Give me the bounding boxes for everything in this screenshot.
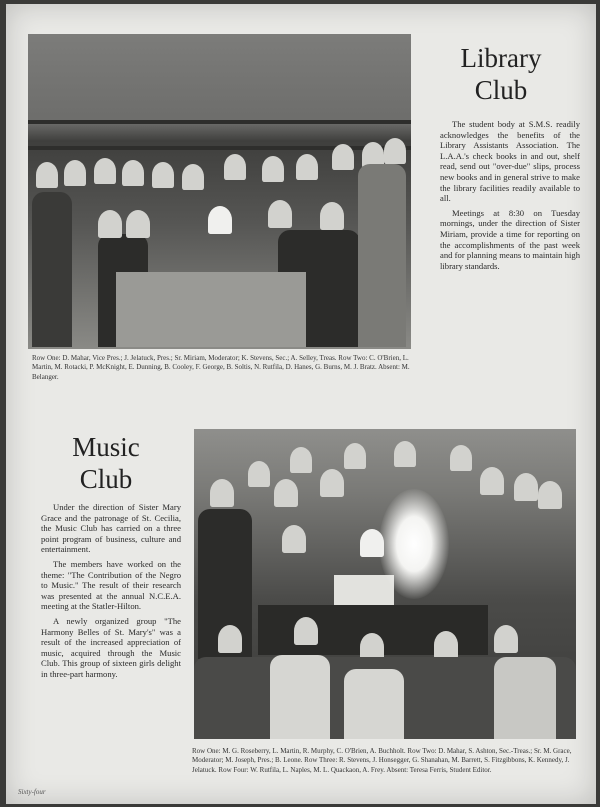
yearbook-page (6, 4, 596, 804)
library-club-title (436, 42, 566, 106)
music-title-line1: Music (72, 432, 140, 462)
library-club-photo (28, 34, 411, 349)
library-club-caption: Row One: D. Mahar, Vice Pres.; J. Jelatuck, Pres.; Sr. Miriam, Moderator; K. Stevens, Sec.; A. Selley, Treas. Row Two: C. O'Brien, L. Martin, M. Rotacki, P. McKnight, E. Dunning, B. Cooley, F. George, B. Soltis, N. Rutfila, D. Hanes, G. Burns, M. J. Bratz. Absent: M. Belanger. (32, 354, 410, 381)
music-club-caption: Row One: M. G. Roseberry, L. Martin, R. Murphy, C. O'Brien, A. Buchholt. Row Two: D. Mahar, S. Ashton, Sec.-Treas.; Sr. M. Grace, Moderator; M. Joseph, Pres.; B. Leone. Row Three: R. Stevens, J. Honsegger, G. Shanahan, M. Barrett, S. Fitzgibbons, K. Kennedy, J. Jelatuck. Row Four: W. Rutfila, L. Naples, M. L. Quackaon, A. Frey. Absent: Teresa Ferris, Student Editor. (192, 747, 572, 774)
music-club-title (46, 431, 166, 495)
library-title-line1: Library (460, 43, 542, 73)
library-paragraph-2: Meetings at 8:30 on Tuesday mornings, under the direction of Sister Miriam, provide a time for reporting on the accomplishments of the past week and for planning means to maintain high library standards. (440, 207, 580, 271)
music-club-photo (194, 429, 576, 739)
page-number: Sixty-four (18, 788, 46, 796)
music-paragraph-2: The members have worked on the theme: "The Contribution of the Negro to Music." The result of their research was presented at the annual N.C.E.A. meeting at the Statler-Hilton. (41, 558, 181, 612)
music-club-text (41, 502, 181, 684)
music-title-line2: Club (79, 464, 133, 494)
library-paragraph-1: The student body at S.M.S. readily acknowledges the benefits of the Library Assistants Association. The L.A.A.'s check books in and out, shelf read, send out "over-due" slips, process new books and in general strive to make the library facilities readily available to all. (440, 119, 580, 204)
music-paragraph-3: A newly organized group "The Harmony Belles of St. Mary's" was a result of the increased appreciation of music, acquired through the Music Club. This group of sixteen girls delight in three-part harmony. (41, 615, 181, 679)
music-paragraph-1: Under the direction of Sister Mary Grace and the patronage of St. Cecilia, the Music Club has carried on a three point program of business, culture and entertainment. (41, 502, 181, 555)
library-club-text (440, 119, 580, 275)
library-title-line2: Club (474, 75, 528, 105)
